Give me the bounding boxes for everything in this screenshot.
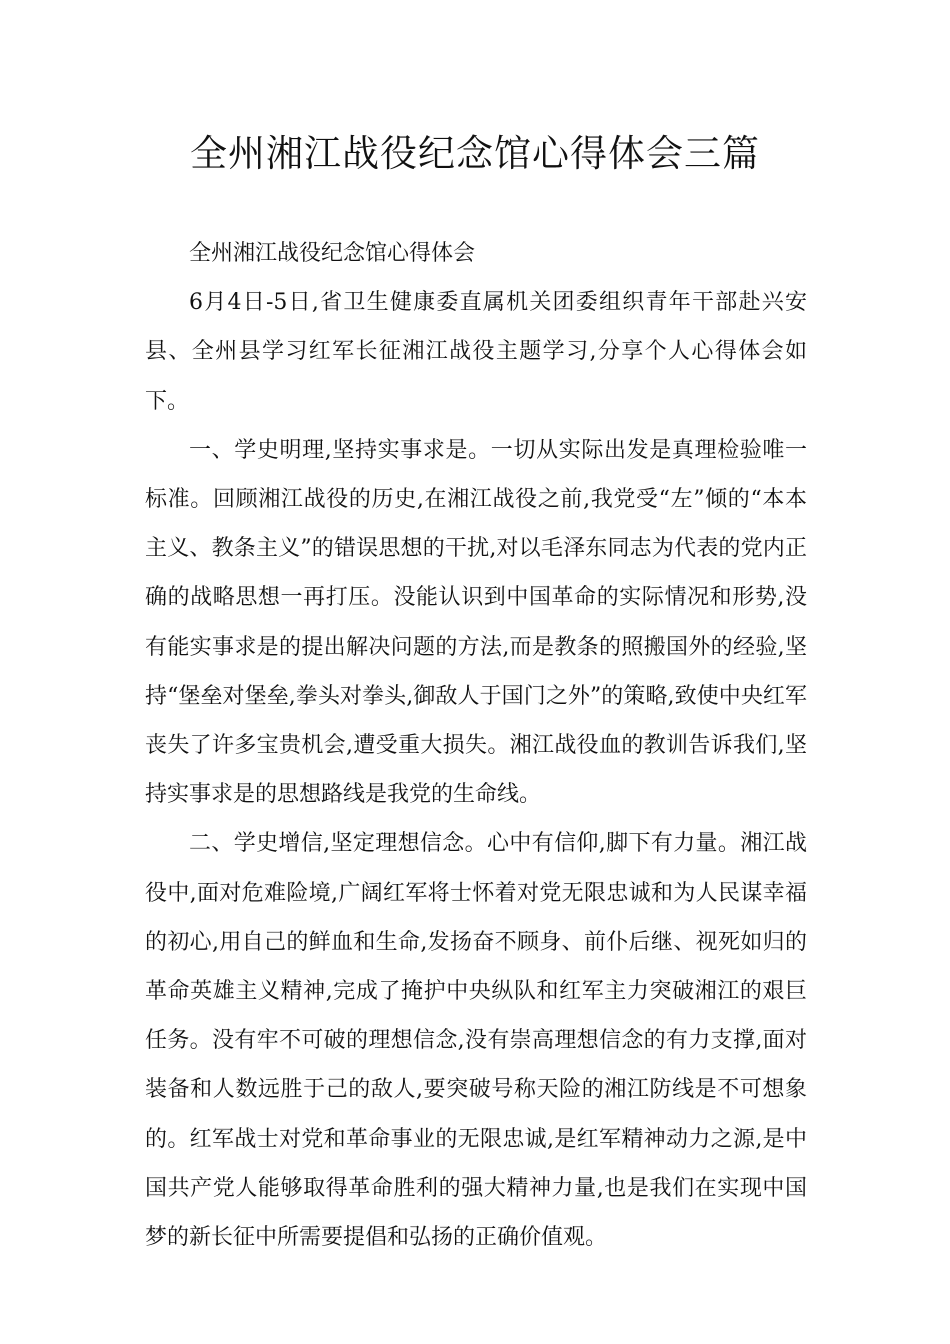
section-two-paragraph: 二、学史增信,坚定理想信念。心中有信仰,脚下有力量。湘江战役中,面对危难险境,广阔红军将士怀着对党无限忠诚和为人民谋幸福的初心,用自己的鲜血和生命,发扬奋不顾身、前仆后继、视死如归的革命英雄主义精神,完成了掩护中央纵队和红军主力突破湘江的艰巨任务。没有牢不可破的理想信念,没有崇高理想信念的有力支撑,面对装备和人数远胜于己的敌人,要突破号称天险的湘江防线是不可想象的。红军战士对党和革命事业的无限忠诚,是红军精神动力之源,是中国共产党人能够取得革命胜利的强大精神力量,也是我们在实现中国梦的新长征中所需要提倡和弘扬的正确价值观。 (145, 831, 807, 1251)
document-body (145, 229, 807, 1262)
subtitle-paragraph: 全州湘江战役纪念馆心得体会 (189, 241, 476, 266)
intro-paragraph: 6月4日-5日,省卫生健康委直属机关团委组织青年干部赴兴安县、全州县学习红军长征湘江战役主题学习,分享个人心得体会如下。 (145, 290, 807, 414)
section-one-paragraph: 一、学史明理,坚持实事求是。一切从实际出发是真理检验唯一标准。回顾湘江战役的历史,在湘江战役之前,我党受“左”倾的“本本主义、教条主义”的错误思想的干扰,对以毛泽东同志为代表的党内正确的战略思想一再打压。没能认识到中国革命的实际情况和形势,没有能实事求是的提出解决问题的方法,而是教条的照搬国外的经验,坚持“堡垒对堡垒,拳头对拳头,御敌人于国门之外”的策略,致使中央红军丧失了许多宝贵机会,遭受重大损失。湘江战役血的教训告诉我们,坚持实事求是的思想路线是我党的生命线。 (145, 437, 807, 808)
document-title: 全州湘江战役纪念馆心得体会三篇 (190, 132, 760, 175)
